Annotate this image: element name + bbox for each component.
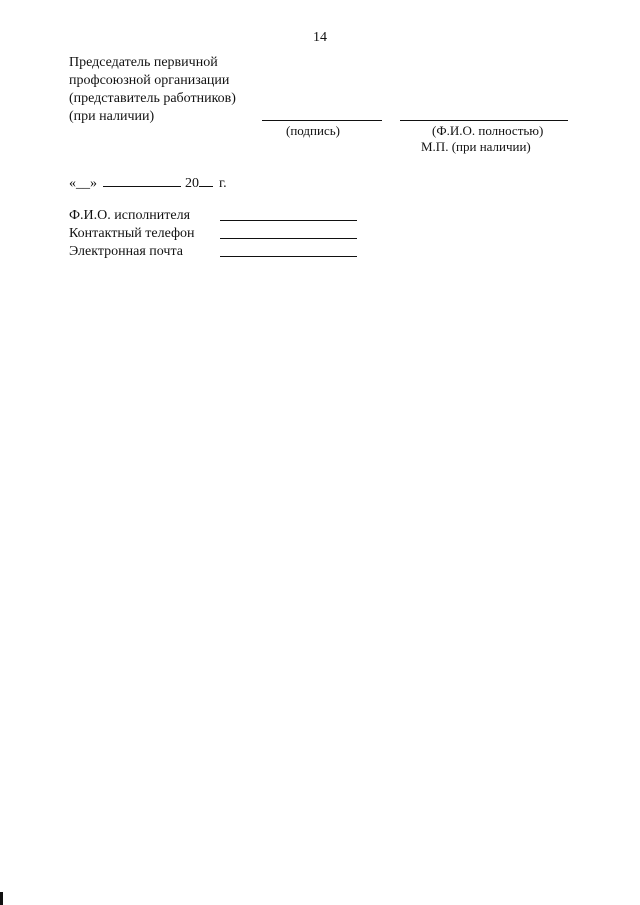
- executor-name-line: [220, 220, 357, 221]
- scan-edge-mark: [0, 892, 3, 905]
- date-year-blank: [199, 174, 213, 187]
- date-row: [69, 174, 227, 193]
- date-day-field: «__»: [69, 176, 97, 191]
- chairman-title-line-3: (представитель работников): [69, 91, 236, 106]
- contact-phone-line: [220, 238, 357, 239]
- date-month-blank: [103, 174, 181, 187]
- stamp-caption: М.П. (при наличии): [421, 139, 531, 154]
- signature-line: [262, 120, 382, 121]
- chairman-title-block: [69, 54, 236, 126]
- chairman-title-line-1: Председатель первичной: [69, 55, 218, 70]
- fullname-caption: (Ф.И.О. полностью): [432, 123, 544, 138]
- page-number: 14: [313, 30, 327, 45]
- chairman-title-line-2: профсоюзной организации: [69, 73, 230, 88]
- fullname-line: [400, 120, 568, 121]
- email-label: Электронная почта: [69, 244, 183, 259]
- chairman-title-line-4: (при наличии): [69, 109, 155, 124]
- contact-phone-label: Контактный телефон: [69, 226, 195, 241]
- date-year-prefix: 20: [185, 176, 199, 191]
- email-line: [220, 256, 357, 257]
- date-year-suffix: г.: [219, 176, 227, 191]
- signature-caption: (подпись): [286, 123, 340, 138]
- executor-name-label: Ф.И.О. исполнителя: [69, 208, 191, 223]
